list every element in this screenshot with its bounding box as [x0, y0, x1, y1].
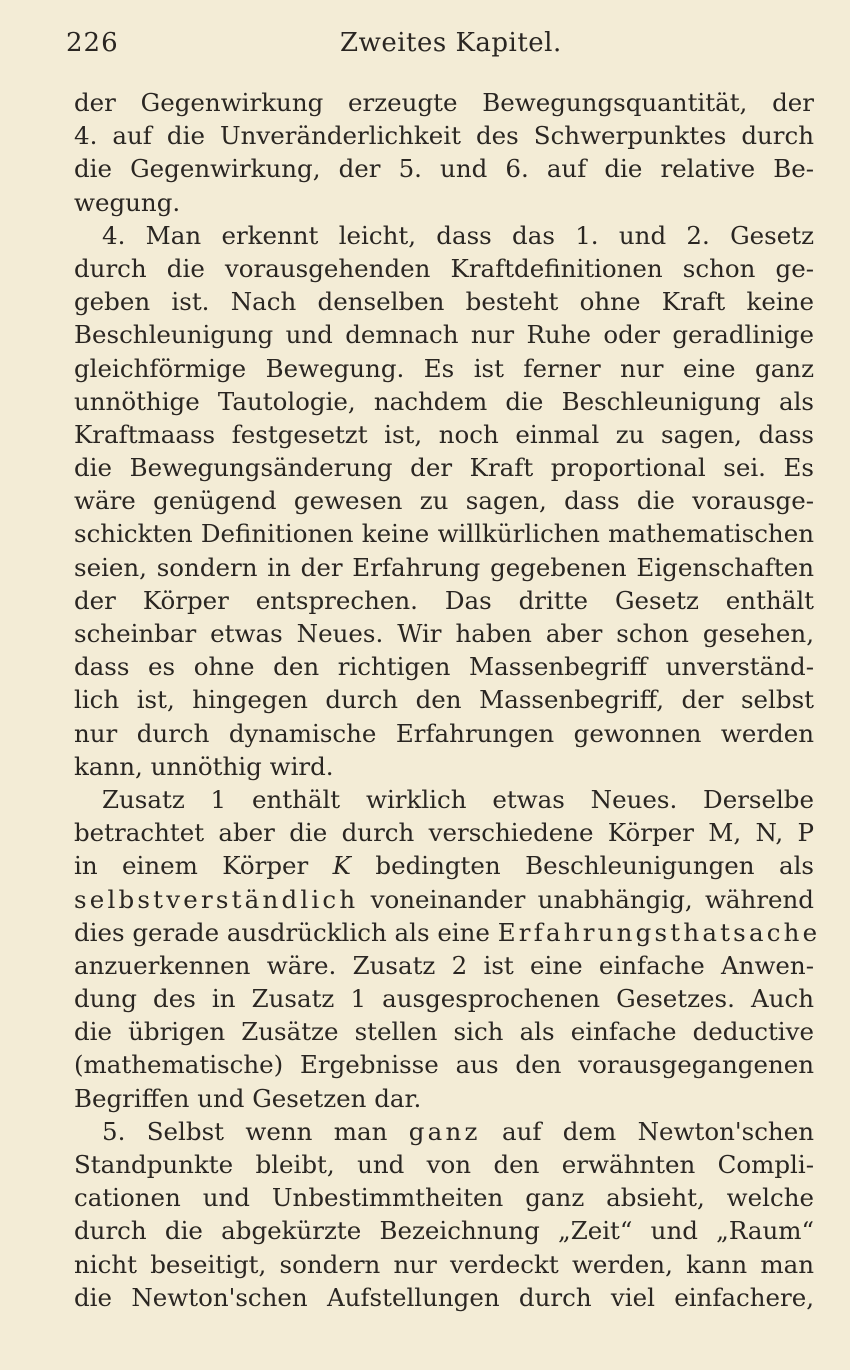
text-segment: voneinander unabhängig, während: [358, 884, 814, 914]
text-line: dass es ohne den richtigen Massenbegriff unverständ-: [74, 652, 814, 682]
text-line: die Bewegungsänderung der Kraft proportional sei. Es: [74, 453, 814, 483]
text-line: durch die vorausgehenden Kraftdefinitionen schon ge-: [74, 253, 814, 283]
paragraph-start-line: 4. Man erkennt leicht, dass das 1. und 2. Gesetz: [102, 220, 814, 250]
text-line: seien, sondern in der Erfahrung gegebenen Eigenschaften: [74, 552, 814, 582]
text-line: wäre genügend gewesen zu sagen, dass die vorausge-: [74, 486, 814, 516]
text-line: lich ist, hingegen durch den Massenbegriff, der selbst: [74, 685, 814, 715]
text-line: die übrigen Zusätze stellen sich als einfache deductive: [74, 1017, 814, 1047]
emphasized-text: ganz: [408, 1116, 481, 1146]
text-line: geben ist. Nach denselben besteht ohne Kraft keine: [74, 287, 814, 317]
text-line: nicht beseitigt, sondern nur verdeckt werden, kann man: [74, 1249, 814, 1279]
emphasized-text: selbstverständlich: [74, 884, 359, 914]
text-line: die Newton'schen Aufstellungen durch viel einfachere,: [74, 1282, 814, 1312]
math-symbol: K: [332, 851, 351, 881]
text-line: cationen und Unbestimmtheiten ganz absieht, welche: [74, 1183, 814, 1213]
text-line: die Gegenwirkung, der 5. und 6. auf die relative Be-: [74, 154, 814, 184]
text-line: durch die abgekürzte Bezeichnung „Zeit“ und „Raum“: [74, 1216, 814, 1246]
text-line: nur durch dynamische Erfahrungen gewonnen werden: [74, 718, 814, 748]
text-line: [74, 916, 821, 949]
text-line: dung des in Zusatz 1 ausgesprochenen Gesetzes. Auch: [74, 984, 814, 1014]
text-segment: auf dem Newton'schen: [480, 1116, 814, 1146]
text-line: anzuerkennen wäre. Zusatz 2 ist eine einfache Anwen-: [74, 950, 814, 980]
text-segment: in einem Körper: [74, 851, 333, 881]
text-line: [74, 883, 814, 916]
text-line: der Gegenwirkung erzeugte Bewegungsquantität, der: [74, 88, 814, 117]
text-line: scheinbar etwas Neues. Wir haben aber schon gesehen,: [74, 619, 814, 648]
text-line: wegung.: [74, 187, 181, 217]
text-line: Standpunkte bleibt, und von den erwähnten Compli-: [74, 1150, 814, 1179]
text-segment: 5. Selbst wenn man: [102, 1116, 409, 1146]
text-line: gleichförmige Bewegung. Es ist ferner nur eine ganz: [74, 353, 814, 383]
page-number: 226: [66, 28, 119, 58]
paragraph-start-line: [74, 1115, 814, 1148]
text-line: [74, 849, 814, 882]
text-line: 4. auf die Unveränderlichkeit des Schwerpunktes durch: [74, 121, 814, 151]
text-line: der Körper entsprechen. Das dritte Gesetz enthält: [74, 585, 814, 615]
text-segment: bedingten Beschleunigungen als: [350, 851, 814, 881]
paragraph-start-line: Zusatz 1 enthält wirklich etwas Neues. Derselbe: [102, 784, 814, 814]
page-header: [66, 28, 826, 68]
text-line: kann, unnöthig wird.: [74, 751, 334, 781]
emphasized-text: Erfahrungsthatsache: [497, 917, 821, 947]
body-text: [74, 86, 821, 1314]
text-line: Kraftmaass festgesetzt ist, noch einmal zu sagen, dass: [74, 419, 814, 449]
text-line: Beschleunigung und demnach nur Ruhe oder geradlinige: [74, 320, 814, 350]
text-line: (mathematische) Ergebnisse aus den vorausgegangenen: [74, 1050, 814, 1080]
text-line: betrachtet aber die durch verschiedene Körper M, N, P: [74, 818, 814, 848]
text-line: schickten Definitionen keine willkürlichen mathematischen: [74, 519, 814, 549]
text-segment: dies gerade ausdrücklich als eine: [74, 917, 498, 947]
running-head: Zweites Kapitel.: [340, 28, 562, 58]
text-line: Begriffen und Gesetzen dar.: [74, 1083, 422, 1113]
text-line: unnöthige Tautologie, nachdem die Beschleunigung als: [74, 386, 814, 416]
